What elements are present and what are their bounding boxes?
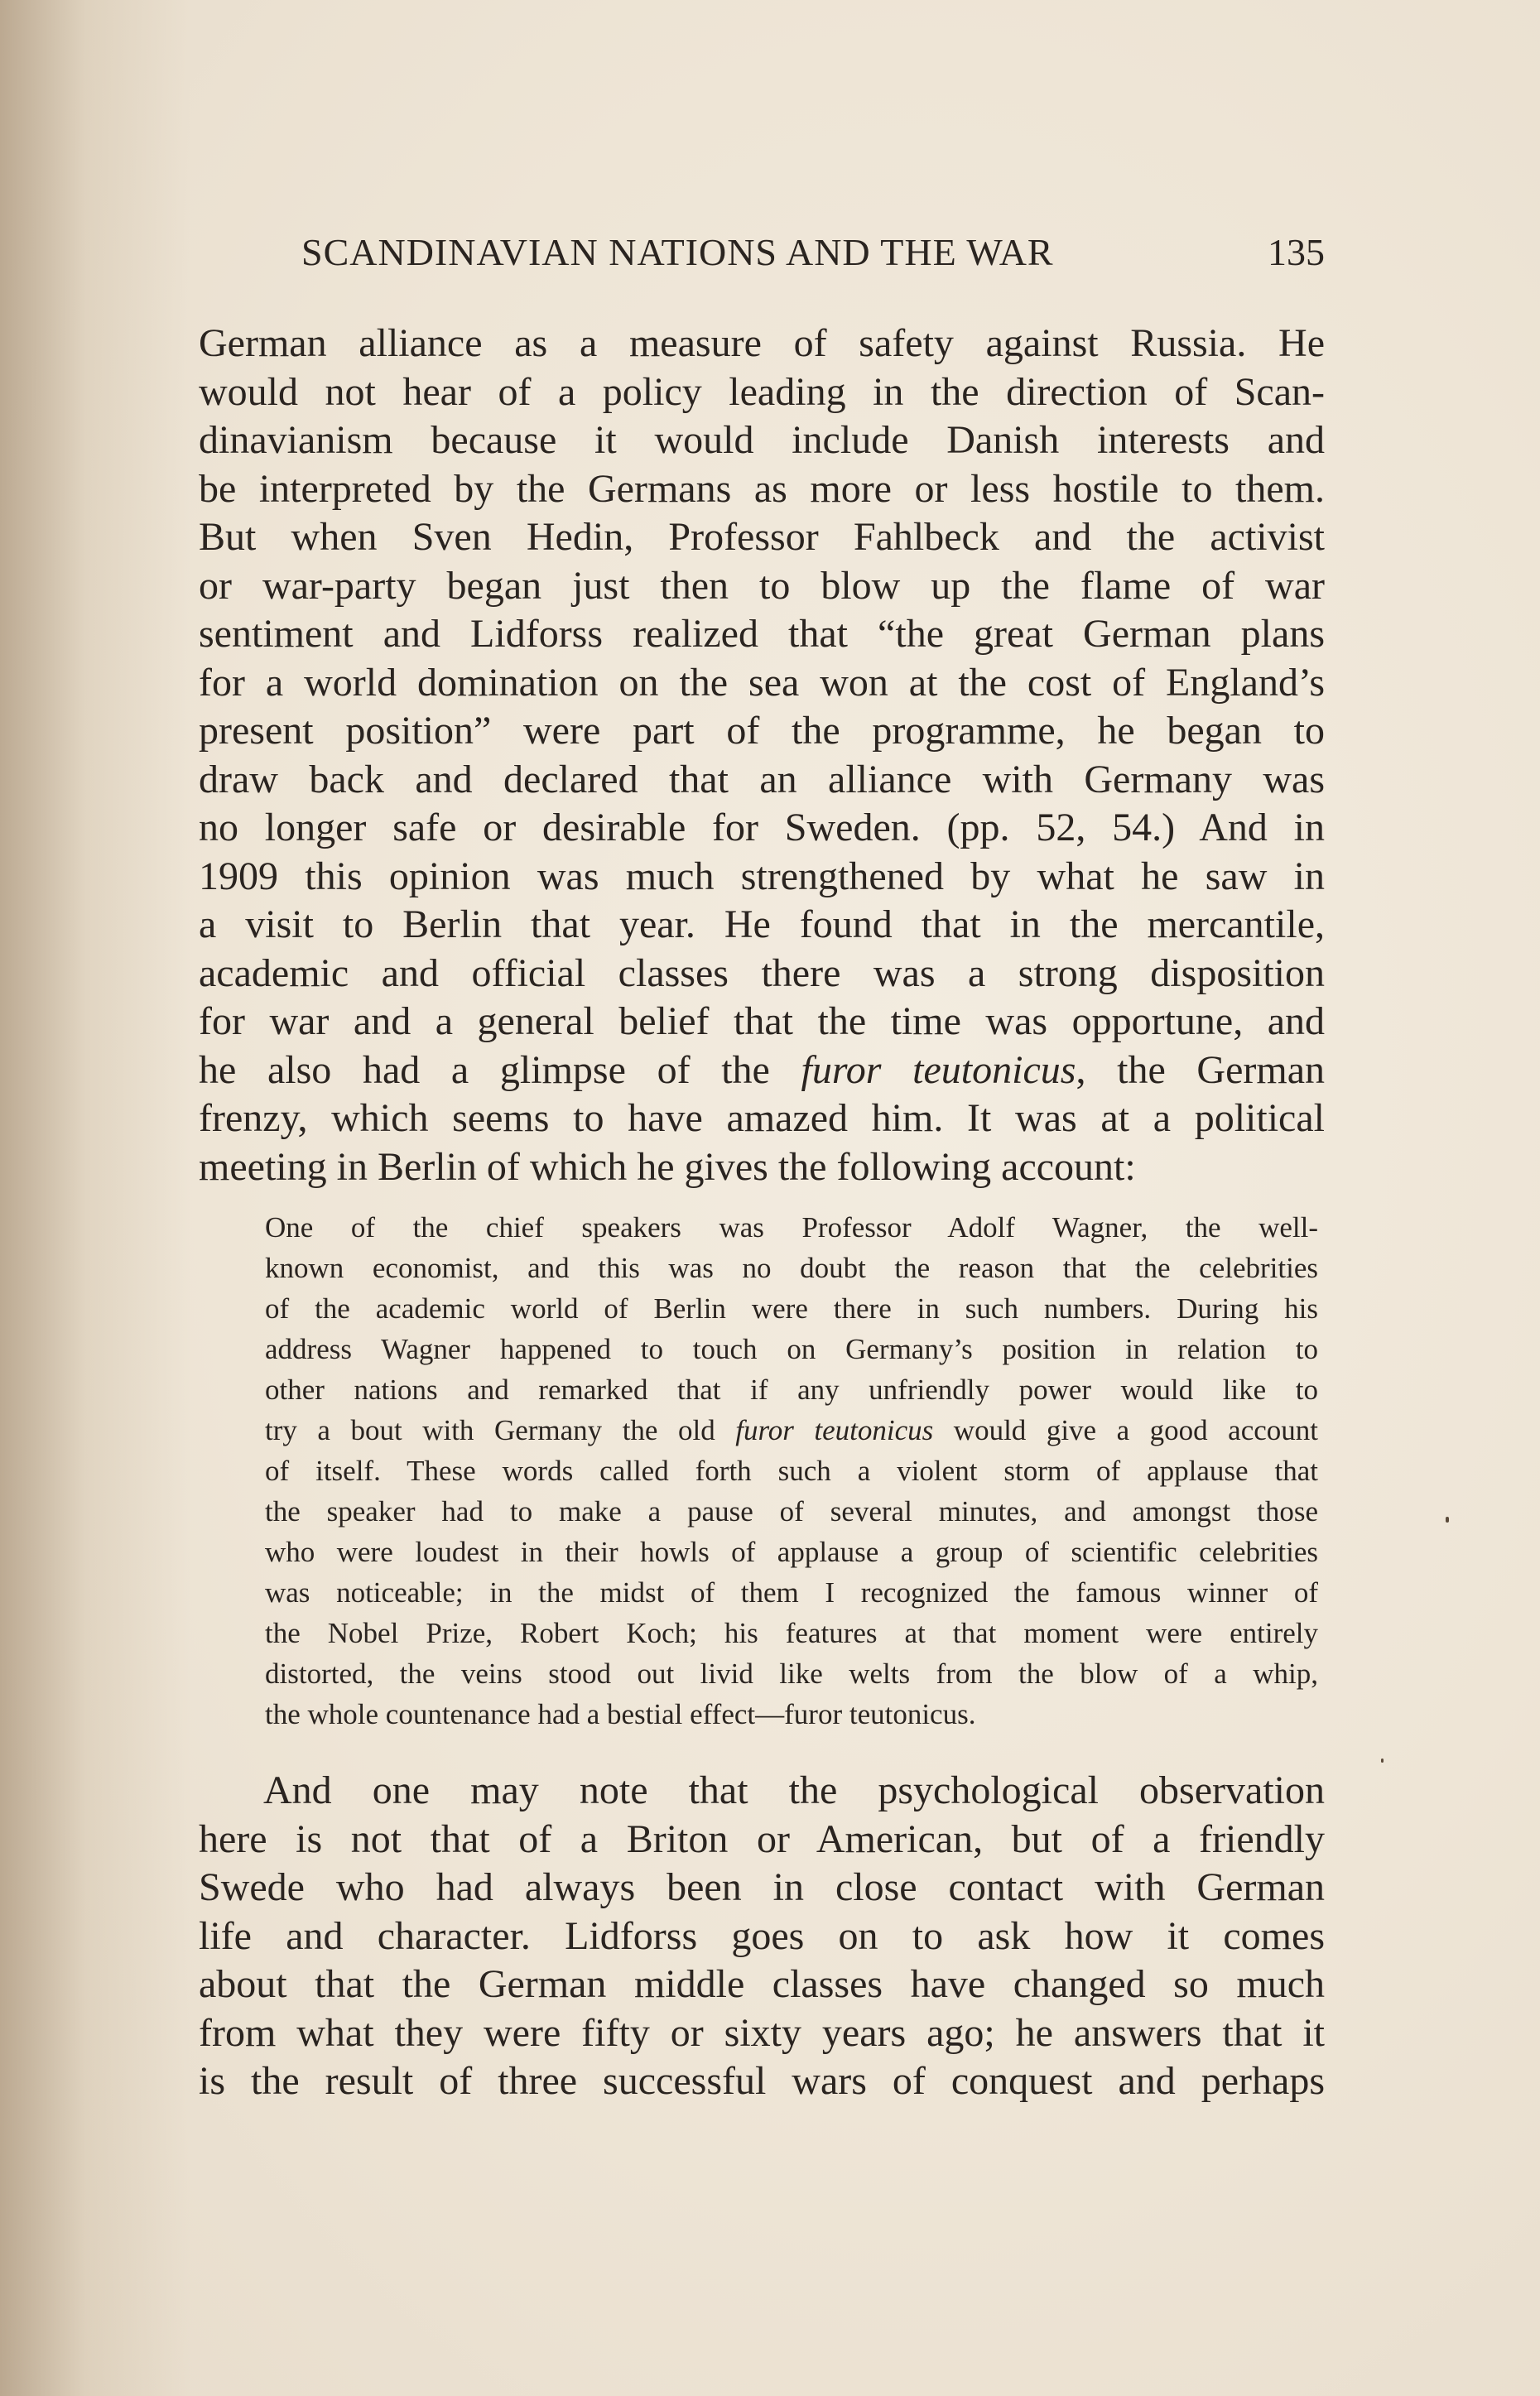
- text-line: about that the German middle classes have changed so much: [199, 1962, 1325, 2006]
- text-line: he also had a glimpse of the furor teutonicus, the German: [199, 1047, 1325, 1092]
- paragraph-2: [199, 1767, 1325, 2106]
- paragraph-1: [199, 320, 1325, 1191]
- page-number: 135: [1268, 231, 1325, 273]
- italic-phrase: furor teutonicus: [801, 1047, 1076, 1092]
- quote-line: the whole countenance had a bestial effect—furor teutonicus.: [265, 1698, 976, 1730]
- text-line: frenzy, which seems to have amazed him. It was at a political: [199, 1096, 1325, 1140]
- quote-line: One of the chief speakers was Professor Adolf Wagner, the well-: [265, 1211, 1318, 1244]
- quote-line: the speaker had to make a pause of several minutes, and amongst those: [265, 1495, 1318, 1528]
- text-line: And one may note that the psychological observation: [263, 1768, 1325, 1812]
- text-line: academic and official classes there was a strong disposition: [199, 950, 1325, 995]
- text-line: be interpreted by the Germans as more or less hostile to them.: [199, 466, 1325, 511]
- text-line: sentiment and Lidforss realized that “the great German plans: [199, 612, 1325, 656]
- text-line: a visit to Berlin that year. He found that in the mercantile,: [199, 902, 1325, 946]
- text-line: no longer safe or desirable for Sweden. (pp. 52, 54.) And in: [199, 806, 1325, 849]
- text-line: from what they were fifty or sixty years ago; he answers that it: [199, 2010, 1325, 2055]
- quote-line: of the academic world of Berlin were there in such numbers. During his: [265, 1292, 1318, 1325]
- quote-line: known economist, and this was no doubt the reason that the celebrities: [265, 1252, 1318, 1284]
- running-head: [301, 230, 1325, 296]
- quote-line: other nations and remarked that if any unfriendly power would like to: [265, 1374, 1318, 1406]
- binding-shadow: [0, 0, 190, 2396]
- text-line: here is not that of a Briton or American, but of a friendly: [199, 1816, 1325, 1861]
- italic-phrase: furor teutonicus: [735, 1414, 934, 1446]
- text-line: for war and a general belief that the time was opportune, and: [199, 999, 1325, 1043]
- quote-line: try a bout with Germany the old furor teutonicus would give a good account: [265, 1414, 1318, 1446]
- paper-speck: [1381, 1759, 1384, 1763]
- quote-line: the Nobel Prize, Robert Koch; his features at that moment were entirely: [265, 1617, 1318, 1649]
- paper-speck: [1446, 1517, 1449, 1523]
- text-line: 1909 this opinion was much strengthened by what he saw in: [199, 854, 1325, 898]
- text-line: for a world domination on the sea won at the cost of England’s: [199, 660, 1325, 705]
- text-line: is the result of three successful wars of conquest and perhaps: [199, 2059, 1325, 2103]
- running-title: SCANDINAVIAN NATIONS AND THE WAR: [301, 231, 1054, 273]
- quote-line: of itself. These words called forth such a violent storm of applause that: [265, 1455, 1318, 1487]
- text-line: present position” were part of the programme, he began to: [199, 709, 1325, 753]
- quote-line: distorted, the veins stood out livid like welts from the blow of a whip,: [265, 1657, 1318, 1690]
- text-line: meeting in Berlin of which he gives the following account:: [199, 1144, 1136, 1189]
- quote-line: who were loudest in their howls of applause a group of scientific celebrities: [265, 1536, 1318, 1568]
- quote-line: was noticeable; in the midst of them I recognized the famous winner of: [265, 1576, 1318, 1609]
- text-line: dinavianism because it would include Danish interests and: [199, 418, 1325, 462]
- text-line: draw back and declared that an alliance with Germany was: [199, 757, 1325, 801]
- text-line: or war-party began just then to blow up the flame of war: [199, 563, 1325, 608]
- text-line: Swede who had always been in close contact with German: [199, 1865, 1325, 1909]
- quote-line: address Wagner happened to touch on Germany’s position in relation to: [265, 1333, 1318, 1365]
- text-line: German alliance as a measure of safety against Russia. He: [199, 321, 1325, 365]
- text-line: life and character. Lidforss goes on to ask how it comes: [199, 1913, 1325, 1958]
- text-line: But when Sven Hedin, Professor Fahlbeck and the activist: [199, 515, 1325, 559]
- text-line: would not hear of a policy leading in the direction of Scan-: [199, 369, 1325, 414]
- block-quotation: [265, 1207, 1318, 1734]
